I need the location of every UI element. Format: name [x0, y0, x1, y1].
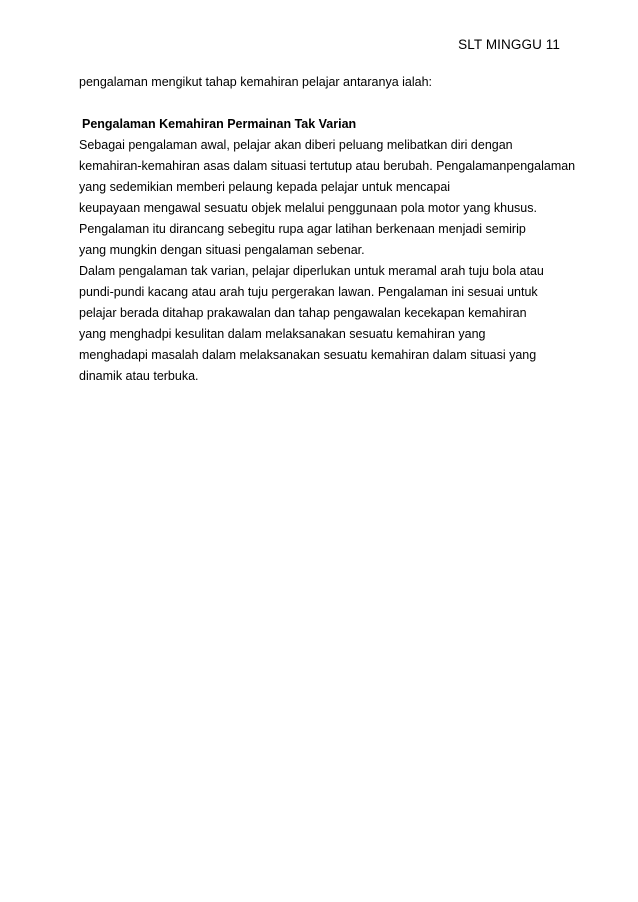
body-line: kemahiran-kemahiran asas dalam situasi tertutup atau berubah. Pengalamanpengalaman [79, 159, 576, 173]
body-line: keupayaan mengawal sesuatu objek melalui penggunaan pola motor yang khusus. [79, 201, 537, 215]
body-line: pelajar berada ditahap prakawalan dan tahap pengawalan kecekapan kemahiran [79, 306, 527, 320]
page-header: SLT MINGGU 11 [458, 37, 560, 52]
body-line: Pengalaman itu dirancang sebegitu rupa agar latihan berkenaan menjadi semirip [79, 222, 526, 236]
body-line: yang menghadpi kesulitan dalam melaksanakan sesuatu kemahiran yang [79, 327, 486, 341]
body-line: Dalam pengalaman tak varian, pelajar diperlukan untuk meramal arah tuju bola atau [79, 264, 544, 278]
body-line: pundi-pundi kacang atau arah tuju pergerakan lawan. Pengalaman ini sesuai untuk [79, 285, 538, 299]
body-line: dinamik atau terbuka. [79, 369, 199, 383]
body-line: Sebagai pengalaman awal, pelajar akan diberi peluang melibatkan diri dengan [79, 138, 513, 152]
body-line: yang mungkin dengan situasi pengalaman sebenar. [79, 243, 365, 257]
intro-paragraph: pengalaman mengikut tahap kemahiran pelajar antaranya ialah: [79, 75, 433, 89]
body-line: yang sedemikian memberi pelaung kepada pelajar untuk mencapai [79, 180, 451, 194]
body-line: menghadapi masalah dalam melaksanakan sesuatu kemahiran dalam situasi yang [79, 348, 537, 362]
section-heading: Pengalaman Kemahiran Permainan Tak Varian [82, 117, 357, 131]
document-body [79, 72, 576, 387]
